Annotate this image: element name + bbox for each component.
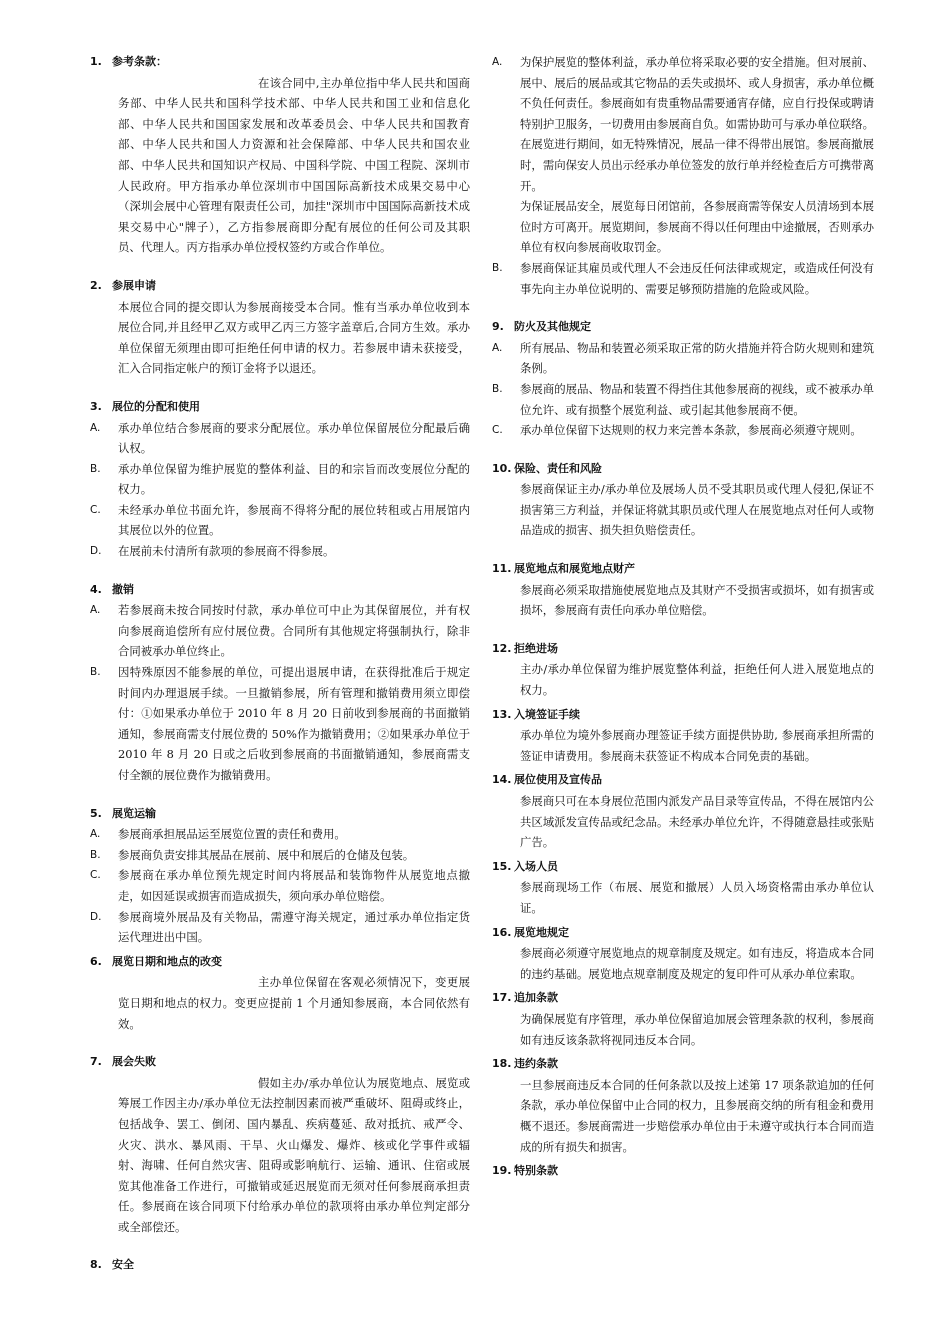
section-paragraph: 假如主办/承办单位认为展览地点、展览或筹展工作因主办/承办单位无法控制因素而被严重破坏、阻碍或终止，包括战争、罢工、倒闭、国内暴乱、疾病蔓延、敌对抵抗、戒严令、火灾、洪水、暴风雨、干旱、火山爆发、爆炸、核或化学事件或辐射、海啸、任何自然灾害、阻碍或影响航行、运输、通讯、住宿或展览其他准备工作进行，可撤销或延迟展览而无须对任何参展商承担责任。参展商在该合同项下付给承办单位的款项将由承办单位判定部分或全部偿还。 (118, 1075, 470, 1234)
section-fire-prevention (492, 317, 874, 441)
section-paragraph: 一旦参展商违反本合同的任何条款以及按上述第 17 项条款追加的任何条款，承办单位保留中止合同的权力，且参展商交纳的所有租金和费用概不退还。参展商需进一步赔偿承办单位由于未遵守或执行本合同而造成的所有损失和损害。 (520, 1077, 874, 1154)
section-title: 6. 展览日期和地点的改变 (90, 954, 222, 968)
section-additional-terms (492, 988, 874, 1050)
section-application (90, 276, 470, 379)
section-paragraph: 在该合同中,主办单位指中华人民共和国商务部、中华人民共和国科学技术部、中华人民共和国工业和信息化部、中华人民共和国国家发展和改革委员会、中华人民共和国教育部、中华人民共和国人力资源和社会保障部、中华人民共和国农业部、中华人民共和国知识产权局、中国科学院、中国工程院、深圳市人民政府。甲方指承办单位深圳市中国国际高新技术成果交易中心（深圳会展中心管理有限责任公司，加挂"深圳市中国国际高新技术成果交易中心"牌子），乙方指参展商即分配有展位的任何公司及其职员、代理人。丙方指承办单位授权签约方或合作单位。 (118, 75, 470, 255)
section-title: 17. 追加条款 (492, 991, 558, 1005)
section-title: 1. 参考条款： (90, 55, 167, 68)
section-exhibition-failure (90, 1052, 470, 1237)
section-paragraph: 主办/承办单位保留为维护展览整体利益，拒绝任何人进入展览地点的权力。 (520, 662, 874, 698)
list-item: A. 参展商承担展品运至展览位置的责任和费用。 (90, 827, 346, 842)
list-item: B. 因特殊原因不能参展的单位，可提出退展申请，在获得批准后于规定时间内办理退展手续。一旦撤销参展，所有管理和撤销费用须立即偿付：①如果承办单位于 2010 年 8 月 20 日前收到参展商的书面撤销通知，参展商需支付展位费的 50%作为撤销费用；②如果承办单位于 2010 年 8 月 20 日或之后收到参展商的书面撤销通知，参展商需支付全额的展位费作为撤销费用。 (90, 665, 470, 782)
section-title: 15. 入场人员 (492, 859, 558, 873)
section-promotion (492, 770, 874, 852)
section-visa (492, 705, 874, 767)
list-item: D. 参展商境外展品及有关物品，需遵守海关规定，通过承办单位指定货运代理进出中国。 (90, 909, 470, 945)
section-paragraph: 参展商必须遵守展览地点的规章制度及规定。如有违反，将造成本合同的违约基础。展览地点规章制度及规定的复印件可从承办单位索取。 (520, 946, 874, 981)
section-title: 14. 展位使用及宣传品 (492, 773, 602, 787)
list-item: B. 承办单位保留为维护展览的整体利益、目的和宗旨而改变展位分配的权力。 (90, 461, 470, 497)
section-security-items (492, 52, 874, 299)
section-title: 11. 展览地点和展览地点财产 (492, 562, 635, 576)
section-insurance (492, 459, 874, 541)
section-paragraph: 承办单位为境外参展商办理签证手续方面提供协助, 参展商承担所需的签证申请费用。参展商未获签证不构成本合同免责的基础。 (520, 728, 874, 763)
list-item: A. 承办单位结合参展商的要求分配展位。承办单位保留展位分配最后确认权。 (90, 420, 470, 456)
section-title: 5. 展览运输 (90, 806, 156, 820)
section-special-terms (492, 1161, 874, 1182)
section-title: 4. 撤销 (90, 582, 134, 596)
section-transport (90, 804, 470, 948)
section-booth-allocation (90, 397, 470, 562)
list-item: 为保证展品安全，展览每日闭馆前，各参展商需等保安人员清场到本展位时方可离开。展览期间，参展商不得以任何理由中途撤展，否则承办单位有权向参展商收取罚金。 (520, 199, 874, 255)
section-security-heading (90, 1255, 470, 1276)
section-venue-rules (492, 923, 874, 985)
list-item: A. 若参展商未按合同按时付款，承办单位可中止为其保留展位，并有权向参展商追偿所有应付展位费。合同所有其他规定将强制执行，除非合同被承办单位终止。 (90, 603, 470, 659)
section-paragraph: 参展商现场工作（布展、展览和撤展）人员入场资格需由承办单位认证。 (520, 880, 874, 915)
list-item: B. 参展商的展品、物品和装置不得挡住其他参展商的视线，或不被承办单位允许、或有损整个展览利益、或引起其他参展商不便。 (492, 381, 874, 417)
list-item: B. 参展商负责安排其展品在展前、展中和展后的仓储及包装。 (90, 847, 415, 862)
section-title: 10. 保险、责任和风险 (492, 461, 602, 475)
section-title: 2. 参展申请 (90, 278, 156, 292)
list-item: D. 在展前未付清所有款项的参展商不得参展。 (90, 544, 335, 559)
section-paragraph: 参展商保证主办/承办单位及展场人员不受其职员或代理人侵犯,保证不损害第三方利益，并保证将就其职员或代理人在展览地点对任何人或物品造成的损害、损失担负赔偿责任。 (520, 482, 874, 538)
right-column (492, 52, 874, 1200)
section-title: 7. 展会失败 (90, 1055, 156, 1069)
list-item: A. 为保护展览的整体利益，承办单位将采取必要的安全措施。但对展前、展中、展后的展品或其它物品的丢失或损坏、或人身损害，承办单位概不负任何责任。参展商如有贵重物品需要通宵存储，应自行投保或聘请特别护卫服务，一切费用由参展商自负。如需协助可与承办单位联络。在展览进行期间，如无特殊情况，展品一律不得带出展馆。参展商撤展时，需向保安人员出示经承办单位签发的放行单并经检查后方可携带离开。 (492, 55, 874, 193)
section-breach (492, 1054, 874, 1157)
list-item: A. 所有展品、物品和装置必须采取正常的防火措施并符合防火规则和建筑条例。 (492, 340, 874, 376)
list-item: B. 参展商保证其雇员或代理人不会违反任何法律或规定，或造成任何没有事先向主办单位说明的、需要足够预防措施的危险或风险。 (492, 260, 874, 296)
section-date-change (90, 952, 470, 1034)
section-title: 16. 展览地规定 (492, 925, 569, 939)
section-title: 13. 入境签证手续 (492, 707, 580, 721)
left-column (90, 52, 470, 1294)
section-title: 3. 展位的分配和使用 (90, 399, 200, 413)
section-paragraph: 为确保展览有序管理，承办单位保留追加展会管理条款的权利，参展商如有违反该条款将视同违反本合同。 (520, 1011, 874, 1047)
section-title: 18. 违约条款 (492, 1057, 558, 1071)
list-item: C. 未经承办单位书面允许，参展商不得将分配的展位转租或占用展馆内其展位以外的位置。 (90, 502, 470, 538)
section-venue-property (492, 559, 874, 621)
section-personnel (492, 857, 874, 919)
section-paragraph: 主办单位保留在客观必须情况下，变更展览日期和地点的权力。变更应提前 1 个月通知参展商，本合同依然有效。 (118, 975, 470, 1031)
section-paragraph: 参展商只可在本身展位范围内派发产品目录等宣传品，不得在展馆内公共区域派发宣传品或纪念品。未经承办单位允许，不得随意悬挂或张贴广告。 (520, 794, 874, 850)
section-reference-terms (90, 52, 470, 258)
section-paragraph: 参展商必须采取措施使展览地点及其财产不受损害或损坏，如有损害或损坏，参展商有责任向承办单位赔偿。 (520, 582, 874, 618)
list-item: C. 承办单位保留下达规则的权力来完善本条款，参展商必须遵守规则。 (492, 423, 862, 438)
section-title: 8. 安全 (90, 1258, 134, 1272)
section-refusal (492, 639, 874, 701)
section-title: 9. 防火及其他规定 (492, 320, 591, 334)
section-cancellation (90, 580, 470, 786)
section-paragraph: 本展位合同的提交即认为参展商接受本合同。惟有当承办单位收到本展位合同,并且经甲乙双方或甲乙丙三方签字盖章后,合同方生效。承办单位保留无须理由即可拒绝任何申请的权力。若参展申请未获接受，汇入合同指定帐户的预订金将予以退还。 (118, 299, 470, 376)
section-title: 12. 拒绝进场 (492, 641, 558, 655)
list-item: C. 参展商在承办单位预先规定时间内将展品和装饰物件从展览地点撤走，如因延误或损害而造成损失，须向承办单位赔偿。 (90, 868, 470, 903)
section-title: 19. 特别条款 (492, 1164, 558, 1178)
